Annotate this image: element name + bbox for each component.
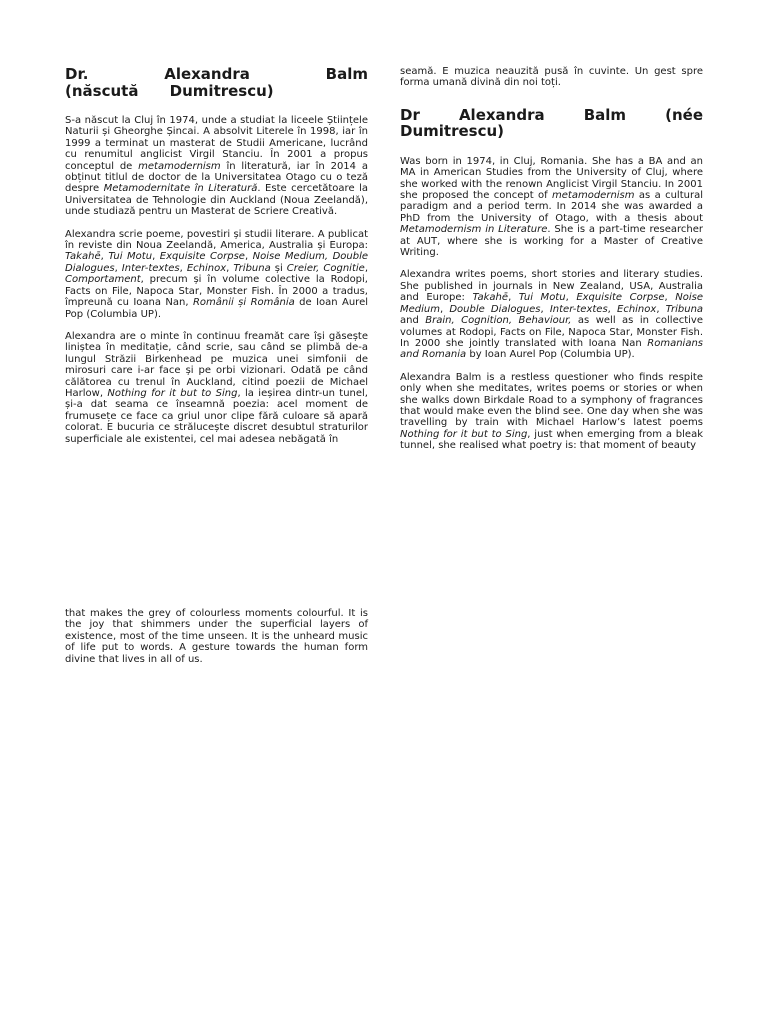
journal-name: Tui Motu: [518, 292, 566, 304]
italic-term: metamodernism: [138, 160, 221, 172]
romanian-title: Dr. Alexandra Balm (născută Dumitrescu): [65, 65, 368, 100]
romanian-continuation: seamă. E muzica neauzită pusă în cuvinte. Un gest spre forma umană divină din noi toți.: [400, 66, 703, 89]
journal-name: Tribuna: [233, 262, 271, 274]
text-run: în literatură, iar în 2014 a obținut titlul de doctor de la Universitatea Otago cu o teză despre: [65, 160, 368, 195]
text-run: Was born in 1974, in Cluj, Romania. She has a BA and an MA in American Studies from the University of Cluj, where she worked with the renown Anglicist Virgil Stanciu. In 2001 she proposed the concept of: [400, 155, 703, 202]
separator: ,: [244, 251, 253, 263]
journal-name: Inter-textes: [549, 303, 608, 315]
text-run: S-a născut la Cluj în 1974, unde a studiat la liceele Științele Naturii și Gheorghe Șincai. A absolvit Literele în 1998, iar în 1999 a terminat un masterat de Studii Americane, lucrând cu renumitul anglicist Virgil Stanciu. În 2001 a propus conceptul de: [65, 115, 368, 172]
book-title: Nothing for it but to Sing: [400, 428, 528, 440]
separator: și: [270, 262, 287, 274]
english-paragraph-3: [400, 372, 703, 452]
text-run: , precum și în volume colective la Rodopi, Facts on File, Napoca Star, Monster Fish. În 2000 a tradus, împreună cu Ioana Nan,: [65, 274, 368, 309]
english-bio-column: [400, 66, 703, 463]
separator: ,: [152, 251, 160, 263]
journal-name: Brain, Cognition, Behaviour,: [425, 315, 572, 327]
italic-title: Metamodernism in Literature: [400, 224, 548, 236]
english-title: Dr Alexandra Balm (née Dumitrescu): [400, 105, 703, 141]
journal-name: Exquisite Corpse: [576, 292, 665, 304]
journal-name: Takahē: [65, 251, 101, 263]
separator: ,: [540, 303, 550, 315]
journal-name: Exquisite Corpse: [159, 251, 245, 263]
text-run: Alexandra are o minte în continuu freamăt care își găsește liniștea în meditație, când scrie, sau când se plimbă de-a lungul Străzii Birkenhead pe muzica unei simfonii de mirosuri care i-ar face și pe orbi vizionari. Odată pe când călătorea cu trenul în Auckland, citind poezii de Michael Harlow,: [65, 330, 368, 399]
separator: ,: [114, 262, 122, 274]
book-title: Nothing for it but to Sing: [107, 387, 238, 399]
journal-name: Noise Medium, Double Dialogues: [65, 251, 369, 274]
text-run: de Ioan Aurel Pop (Columbia UP).: [65, 297, 369, 320]
text-run: as well as in collective volumes at Rodopi, Facts on File, Napoca Star, Monster Fish. In 2000 she jointly translated with Ioana Nan: [400, 315, 703, 349]
italic-title: Metamodernitate în Literatură: [103, 183, 258, 195]
journal-name: Double Dialogues: [449, 303, 541, 315]
romanian-paragraph-1: [65, 115, 368, 218]
journal-name: Takahē: [472, 292, 509, 304]
text-run: . She is a part-time researcher at AUT, where she is working for a Master of Creative Writing.: [400, 224, 703, 259]
journal-name: Inter-textes: [121, 262, 180, 274]
journal-name: Tui Motu: [108, 251, 153, 263]
separator: ,: [664, 292, 676, 304]
journal-name: Echinox: [186, 262, 227, 274]
separator: ,: [226, 262, 234, 274]
separator: ,: [607, 303, 617, 315]
text-run: . Este cercetătoare la Universitatea de Tehnologie din Auckland (Noua Zeelandă), unde studiază pentru un Masterat de Scriere Creativă.: [65, 183, 368, 218]
english-paragraph-1: [400, 156, 703, 259]
romanian-bio-column: [65, 66, 368, 456]
text-run: Alexandra Balm is a restless questioner who finds respite only when she meditates, writes poems or stories or when she walks down Birkdale Road to a symphony of fragrances that would make even the blind see. One day when she was travelling by train with Michael Harlow’s latest poems: [400, 371, 703, 429]
separator: ,: [179, 262, 187, 274]
text-run: Alexandra writes poems, short stories and literary studies. She published in journals in New Zealand, USA, Australia and Europe:: [400, 269, 703, 304]
separator: ,: [100, 251, 109, 263]
journal-name: Creier, Cognitie: [286, 262, 365, 274]
separator: ,: [364, 262, 368, 274]
separator: ,: [565, 292, 577, 304]
text-run: , just when emerging from a bleak tunnel, she realised what poetry is: that moment of beauty: [400, 428, 703, 452]
book-title: Românii și România: [192, 297, 295, 309]
book-title: Romanians and Romania: [400, 337, 703, 361]
text-run: by Ioan Aurel Pop (Columbia UP).: [466, 349, 635, 361]
separator: and: [400, 315, 426, 327]
journal-name: Comportament: [65, 274, 141, 286]
english-continuation-column: [65, 608, 368, 676]
journal-name: Noise Medium: [400, 292, 704, 315]
romanian-paragraph-2: [65, 229, 368, 320]
english-continuation: that makes the grey of colourless moments colourful. It is the joy that shimmers under the superficial layers of existence, most of the time unseen. It is the unheard music of life put to words. A gesture towards the human form divine that lives in all of us.: [65, 608, 368, 665]
romanian-paragraph-3: [65, 331, 368, 445]
italic-term: metamodernism: [552, 190, 635, 202]
separator: ,: [440, 303, 450, 315]
separator: ,: [508, 292, 519, 304]
text-run: Alexandra scrie poeme, povestiri și studii literare. A publicat în reviste din Noua Zeelandă, America, Australia și Europa:: [65, 228, 368, 252]
text-run: as a cultural paradigm and a period term. In 2014 she was awarded a PhD from the University of Otago, with a thesis about: [400, 190, 703, 224]
separator: ,: [656, 303, 666, 315]
english-paragraph-2: [400, 269, 703, 360]
journal-name: Tribuna: [665, 303, 704, 315]
text-run: , la ieșirea dintr-un tunel, și-a dat seama ce înseamnă poezia: acel moment de frumusețe ce face ca griul unor clipe fără culoare să apară colorat. E bucuria ce strălucește discret desubtul straturilor superficiale ale existentei, cel mai adesea nebăgată în: [65, 387, 368, 445]
journal-name: Echinox: [617, 303, 657, 315]
